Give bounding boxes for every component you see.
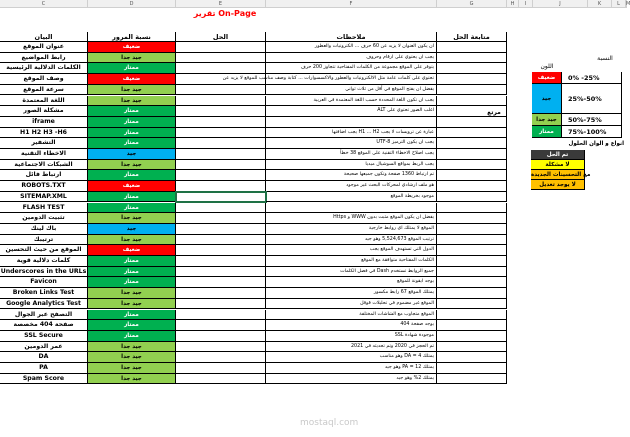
row-note[interactable]: الكلمات المفتاحية متوافقة مع الموقع (266, 256, 437, 267)
row-solution[interactable] (176, 299, 266, 310)
row-note[interactable]: جميع الروابط تستخدم Dash في فصل الكلمات (266, 267, 437, 278)
legend-color-0[interactable]: ضعيف (532, 72, 562, 84)
row-followup[interactable] (437, 96, 507, 107)
row-solution[interactable] (176, 277, 266, 288)
row-followup[interactable] (437, 363, 507, 374)
row-followup[interactable] (437, 288, 507, 299)
row-note[interactable]: اغلب الصور تحتوي على ALT (266, 106, 437, 117)
row-name[interactable]: Spam Score (0, 374, 88, 385)
row-note[interactable]: تم الحجز في 2020 وتم تحديثه في 2021 (266, 342, 437, 353)
row-followup[interactable] (437, 374, 507, 385)
row-solution[interactable] (176, 149, 266, 160)
column-header-c[interactable]: C (0, 0, 88, 8)
header-notes[interactable]: ملاحظات (266, 32, 437, 42)
row-status[interactable]: ممتاز (88, 277, 176, 288)
row-followup[interactable] (437, 235, 507, 246)
row-followup[interactable] (437, 74, 507, 85)
row-followup[interactable] (437, 267, 507, 278)
row-note[interactable]: يفضل ان يفتح الموقع في أقل من ثلاث ثواني (266, 85, 437, 96)
row-status[interactable]: ممتاز (88, 203, 176, 214)
column-header-g[interactable]: G (437, 0, 507, 8)
legend-range-0[interactable]: 0% -25% (562, 72, 622, 84)
row-note[interactable]: يمتلك 2% وهو جيد (266, 374, 437, 385)
row-name[interactable]: التصفح عبر الجوال (0, 310, 88, 321)
row-status[interactable]: ممتاز (88, 331, 176, 342)
row-solution[interactable] (176, 170, 266, 181)
row-status[interactable]: جيد جدا (88, 235, 176, 246)
solution-type-2[interactable]: مع التحسينات الجديدة (531, 172, 591, 178)
column-header-e[interactable]: E (176, 0, 266, 8)
row-name[interactable]: SSL Secure (0, 331, 88, 342)
row-status[interactable]: جيد جدا (88, 342, 176, 353)
row-followup[interactable] (437, 203, 507, 214)
row-status[interactable]: جيد جدا (88, 160, 176, 171)
row-status[interactable]: ضعيف (88, 245, 176, 256)
row-solution[interactable] (176, 363, 266, 374)
row-note[interactable]: يمتلك 12 = PA وهو جيد (266, 363, 437, 374)
column-header-f[interactable]: F (266, 0, 437, 8)
row-name[interactable]: التشفير (0, 138, 88, 149)
row-name[interactable]: SITEMAP.XML (0, 192, 88, 203)
row-note[interactable]: ترتيب الموقع 5,524,673 وهو جيد (266, 235, 437, 246)
row-status[interactable]: ممتاز (88, 128, 176, 139)
row-name[interactable]: ارتباط فائل (0, 170, 88, 181)
row-status[interactable]: ممتاز (88, 320, 176, 331)
row-note[interactable]: يفضل ان يكون الموقع مثبت بدون WWW و Https (266, 213, 437, 224)
row-name[interactable]: الاخطاء التقنية (0, 149, 88, 160)
solutions-header: انواع و الوان الحلول (568, 141, 624, 147)
row-solution[interactable] (176, 374, 266, 385)
legend-color-header: اللون (540, 63, 554, 70)
row-status[interactable]: جيد جدا (88, 352, 176, 363)
row-name[interactable]: رابط المواضيع (0, 53, 88, 64)
row-followup[interactable] (437, 149, 507, 160)
row-name[interactable]: Google Analytics Test (0, 299, 88, 310)
row-name[interactable]: PA (0, 363, 88, 374)
row-note[interactable]: يجب اصلاح الاخطاء التقنية على الموقع 38 خطأ (266, 149, 437, 160)
row-solution[interactable] (176, 213, 266, 224)
row-status[interactable]: ممتاز (88, 106, 176, 117)
watermark: mostaql.com (300, 418, 359, 428)
row-status[interactable]: ممتاز (88, 138, 176, 149)
row-solution[interactable] (176, 53, 266, 64)
row-solution[interactable] (176, 181, 266, 192)
side-label[interactable]: مرتع (487, 109, 501, 116)
row-status[interactable]: جيد (88, 224, 176, 235)
row-followup[interactable] (437, 42, 507, 53)
row-status[interactable]: جيد جدا (88, 299, 176, 310)
row-followup[interactable] (437, 224, 507, 235)
header-pass-rate[interactable]: نسبة المرور (88, 32, 176, 42)
row-solution[interactable] (176, 352, 266, 363)
row-followup[interactable] (437, 170, 507, 181)
row-followup[interactable] (437, 192, 507, 203)
row-status[interactable]: ضعيف (88, 42, 176, 53)
column-header-l[interactable]: L (612, 0, 626, 8)
row-status[interactable]: ممتاز (88, 63, 176, 74)
row-followup[interactable] (437, 138, 507, 149)
row-note[interactable]: يجب ان يحتوي على ارقام وحروف (266, 53, 437, 64)
row-note[interactable]: يوجد صفحة 404 (266, 320, 437, 331)
row-name[interactable]: ROBOTS.TXT (0, 181, 88, 192)
solution-type-1[interactable]: لا مشكلة (531, 160, 585, 170)
row-note[interactable]: يجب الربط بمواقع السوشيال ميديا (266, 160, 437, 171)
row-solution[interactable] (176, 245, 266, 256)
header-solution[interactable]: الحل (176, 32, 266, 42)
row-note[interactable]: يمتلك الموقع 67 رابط مكسور (266, 288, 437, 299)
row-followup[interactable] (437, 85, 507, 96)
row-status[interactable]: جيد جدا (88, 374, 176, 385)
row-name[interactable]: Favicon (0, 277, 88, 288)
row-status[interactable]: ممتاز (88, 267, 176, 278)
row-solution[interactable] (176, 288, 266, 299)
header-followup[interactable]: متابعة الحل (437, 32, 507, 42)
row-note[interactable]: تم ارتباط 1360 صفحة وتكون جميعها صحيحة (266, 170, 437, 181)
row-name[interactable]: الكلمات الدلالية الرئيسية (0, 63, 88, 74)
row-solution[interactable] (176, 192, 266, 203)
row-note[interactable]: يوجد ايقونة للموقع (266, 277, 437, 288)
row-note[interactable]: الموقع لا يمتلك اي روابط خارجية (266, 224, 437, 235)
column-header-m[interactable]: M (626, 1, 630, 7)
row-solution[interactable] (176, 96, 266, 107)
row-name[interactable]: Broken Links Test (0, 288, 88, 299)
column-header-h[interactable]: H (507, 0, 519, 8)
row-name[interactable]: كلمات دلالية قوية (0, 256, 88, 267)
report-title: تقرير On-Page (193, 9, 257, 18)
row-name[interactable]: اللغة المعتمدة (0, 96, 88, 107)
header-name[interactable]: البيان (0, 32, 88, 42)
legend-color-1[interactable]: جيد (532, 84, 562, 114)
row-name[interactable]: الموقع من حيث التحسين (0, 245, 88, 256)
row-solution[interactable] (176, 342, 266, 353)
row-followup[interactable] (437, 331, 507, 342)
row-note[interactable]: موجودة شهادة SSL (266, 331, 437, 342)
row-name[interactable]: تثبيت الدومين (0, 213, 88, 224)
column-header-j[interactable]: J (533, 0, 588, 8)
row-followup[interactable] (437, 277, 507, 288)
row-name[interactable]: iframe (0, 117, 88, 128)
row-status[interactable]: جيد جدا (88, 363, 176, 374)
row-status[interactable]: جيد جدا (88, 53, 176, 64)
row-note[interactable]: الدول التي تستهدف الموقع يجب (266, 245, 437, 256)
row-note[interactable]: تحتوي على كلمات عامة مثل الالكترونيات والعطور والاكسسوارات ... كتابة وصف مناسب للموقع لا يزيد عن (266, 74, 437, 85)
row-followup[interactable] (437, 299, 507, 310)
row-status[interactable]: جيد (88, 149, 176, 160)
row-note[interactable]: يجب ان يكون الترميز UTF-8 (266, 138, 437, 149)
row-status[interactable]: ضعيف (88, 181, 176, 192)
row-followup[interactable] (437, 117, 507, 128)
row-note[interactable] (266, 203, 437, 214)
row-name[interactable]: DA (0, 352, 88, 363)
row-solution[interactable] (176, 42, 266, 53)
row-name[interactable]: الشبكات الاجتماعية (0, 160, 88, 171)
row-name[interactable]: عمر الدومين (0, 342, 88, 353)
row-solution[interactable] (176, 117, 266, 128)
row-name[interactable]: صفحة 404 مخصصة (0, 320, 88, 331)
row-solution[interactable] (176, 256, 266, 267)
row-note[interactable]: موجود بخريطة الموقع (266, 192, 437, 203)
row-status[interactable]: جيد جدا (88, 96, 176, 107)
row-solution[interactable] (176, 106, 266, 117)
row-name[interactable]: باك لينك (0, 224, 88, 235)
row-followup[interactable] (437, 245, 507, 256)
row-name[interactable]: عنوان الموقع (0, 42, 88, 53)
row-name[interactable]: H1 H2 H3 -H6 (0, 128, 88, 139)
solution-type-3[interactable]: لا يوجد تعديل (531, 180, 585, 190)
column-header-d[interactable]: D (88, 0, 176, 8)
column-header-k[interactable]: K (588, 0, 612, 8)
legend-range-2[interactable]: 50%-75% (562, 114, 622, 126)
row-solution[interactable] (176, 85, 266, 96)
legend-range-1[interactable]: 25%-50% (562, 84, 622, 114)
row-solution[interactable] (176, 331, 266, 342)
legend-color-3[interactable]: ممتاز (532, 126, 562, 138)
row-name[interactable]: Underscores in the URLs (0, 267, 88, 278)
row-followup[interactable] (437, 352, 507, 363)
row-note[interactable]: يتوفر على الموقع مجموعة من الكلمات المفتاحية تتجاوز 200 حرف (266, 63, 437, 74)
row-solution[interactable] (176, 224, 266, 235)
row-status[interactable]: ممتاز (88, 117, 176, 128)
row-note[interactable]: هو ملف ارشادي لمحركات البحث غير موجود (266, 181, 437, 192)
row-solution[interactable] (176, 138, 266, 149)
row-followup[interactable] (437, 256, 507, 267)
row-status[interactable]: جيد جدا (88, 213, 176, 224)
row-solution[interactable] (176, 203, 266, 214)
row-followup[interactable] (437, 128, 507, 139)
row-status[interactable]: ممتاز (88, 256, 176, 267)
row-note[interactable]: يمتلك 4 = DA وهو مناسب (266, 352, 437, 363)
row-note[interactable] (266, 117, 437, 128)
row-status[interactable]: ممتاز (88, 170, 176, 181)
row-solution[interactable] (176, 160, 266, 171)
row-status[interactable]: ضعيف (88, 74, 176, 85)
row-solution[interactable] (176, 128, 266, 139)
column-header-i[interactable]: I (519, 0, 533, 8)
row-followup[interactable] (437, 213, 507, 224)
row-note[interactable]: يجب ان تكون اللغة المحددة حسب اللغة المعتمدة في العربية (266, 96, 437, 107)
row-note[interactable]: عبارة عن ترويسات لا يجب H1 ... H2 يجب اضافتها (266, 128, 437, 139)
row-followup[interactable] (437, 310, 507, 321)
row-solution[interactable] (176, 235, 266, 246)
row-solution[interactable] (176, 267, 266, 278)
row-note[interactable]: الموقع غير مضموم في تحليلات قوقل (266, 299, 437, 310)
row-followup[interactable] (437, 342, 507, 353)
row-status[interactable]: ممتاز (88, 310, 176, 321)
row-note[interactable]: الموقع متجاوب مع الشاشات المختلفة (266, 310, 437, 321)
row-name[interactable]: ترتيبك (0, 235, 88, 246)
row-name[interactable]: سرعة الموقع (0, 85, 88, 96)
legend-ratio-header: النسبة (597, 55, 613, 62)
row-status[interactable]: جيد جدا (88, 85, 176, 96)
row-status[interactable]: جيد جدا (88, 288, 176, 299)
row-followup[interactable] (437, 53, 507, 64)
row-followup[interactable] (437, 63, 507, 74)
row-followup[interactable] (437, 160, 507, 171)
row-solution[interactable] (176, 320, 266, 331)
solution-type-0[interactable]: تم الحل (531, 150, 585, 160)
row-solution[interactable] (176, 63, 266, 74)
legend-color-2[interactable]: جيد جدا (532, 114, 562, 126)
row-followup[interactable] (437, 320, 507, 331)
row-status[interactable]: ممتاز (88, 192, 176, 203)
row-note[interactable]: ان يكون العنوان لا يزيد عن 60 حرف ... الكترونيات والعطور (266, 42, 437, 53)
row-name[interactable]: مشكلة الصور (0, 106, 88, 117)
row-name[interactable]: FLASH TEST (0, 203, 88, 214)
row-name[interactable]: وصف الموقع (0, 74, 88, 85)
row-followup[interactable] (437, 181, 507, 192)
legend-range-3[interactable]: 75%-100% (562, 126, 622, 138)
row-solution[interactable] (176, 310, 266, 321)
